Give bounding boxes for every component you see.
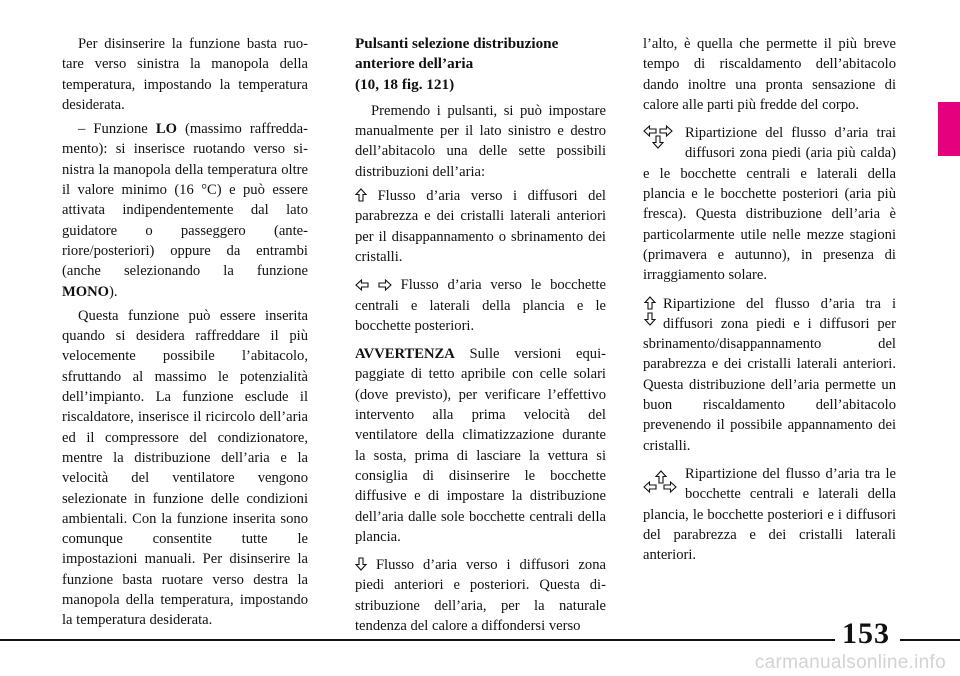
paragraph-vents-windscreen-split: Ripartizione del flusso d’aria tra le bocchette centrali e laterali della plancia, le bocchette posteriori e i diffusori del parabrezza e dei cristalli laterali anteriori.: [643, 465, 896, 564]
section-tab: [938, 102, 960, 156]
column-1: [62, 34, 308, 635]
column-3: [643, 34, 896, 573]
paragraph-feet-flow: Flusso d’aria verso i diffusori zona piedi anteriori e posteriori. Questa distribuzione dell’aria, per la naturale tendenza del calore a diffondersi verso: [355, 557, 606, 635]
arrow-left-icon: [355, 279, 369, 291]
arrow-up-icon: [355, 188, 367, 202]
page-number: 153: [842, 617, 890, 650]
paragraph-feet-windscreen-split: Ripartizione del flusso d’aria tra i diffusori zona piedi e i diffusori per sbrinamento/disappannamento del parabrezza e dei cristalli laterali anteriori. Questa distribuzione dell’aria permette un buon riscaldamento dell’abitacolo prevenendo il possibile appannamento dei cristalli.: [643, 295, 896, 454]
paragraph-windscreen-flow: Flusso d’aria verso i diffusori del parabrezza e dei cristalli laterali anteriori per il disappannamento o sbrinamento dei cristalli.: [355, 188, 606, 265]
column-2: [355, 34, 606, 644]
arrow-left-up-right-icon: [643, 470, 679, 500]
arrow-down-icon: [355, 557, 367, 571]
paragraph-feet-vents-split: Ripartizione del flusso d’aria trai diffusori zona piedi (aria più calda) e le bocchette centrali e laterali della plancia e le bocchette posteriori (aria più fresca). Questa distribuzione dell’aria è particolarmente utile nelle mezze stagioni (primavera e autunno), in presenza di irraggiamento solare.: [643, 125, 896, 284]
arrow-up-down-icon: [643, 296, 657, 332]
watermark: carmanualsonline.info: [754, 652, 946, 673]
paragraph: Premendo i pulsanti, si può impostare manualmente per il lato sinistro e destro dell’abitacolo una delle sette possibili distribuzioni dell’aria:: [355, 102, 606, 180]
paragraph: l’alto, è quella che permette il più breve tempo di riscaldamento dell’abitacolo dando inoltre una pronta sensazione di calore alle parti più fredde del corpo.: [643, 36, 896, 113]
arrow-left-right-down-icon: [643, 125, 679, 155]
warning-label: AVVERTENZA: [355, 346, 455, 363]
mono-label: MONO: [62, 283, 110, 300]
lo-label: LO: [155, 121, 177, 138]
paragraph-warning: AVVERTENZA Sulle versioni equipaggiate di tetto apribile con celle solari (dove previsto), per verificare l’effettivo intervento alla prima velocità del ventilatore della climatizzazione durante la sosta, prima di lasciare la vettura si consiglia di disinserire le bocchette diffusive e di impostare la distribuzione dell’aria dalle sole bocchette centrali della plancia.: [355, 346, 606, 545]
arrow-right-icon: [378, 279, 392, 291]
paragraph: Questa funzione può essere inserita quando si desidera raffreddare il più velocemente possibile l’abitacolo, sfruttando al massimo le potenzialità dell’impianto. La funzione esclude il riscaldatore, inserisce il ricircolo dell’aria ed il compressore del condizionatore, mentre la distribuzione dell’aria e la velocità del ventilatore vengono selezionate in funzione delle condizioni ambientali. Con la funzione inserita sono comunque consentite tutte le impostazioni manuali. Per disinserire la funzione basta ruotare verso destra la manopola della temperatura, impostando la temperatura desiderata.: [62, 307, 308, 629]
paragraph-vents-flow: Flusso d’aria verso le bocchette centrali e laterali della plancia e le bocchette posteriori.: [355, 277, 606, 334]
paragraph-lo-function: – Funzione LO (massimo raffreddamento): si inserisce ruotando verso sinistra la manopola della temperatura oltre il valore minimo (16 °C) e può essere attivata indipendentemente dal lato guidatore o passeggero (anteriore/posteriori) oppure da entrambi (anche selezionando la funzione MONO).: [62, 121, 308, 300]
section-heading: Pulsanti selezione distribuzione anteriore dell’aria (10, 18 fig. 121): [355, 35, 559, 93]
footer-rule: [0, 639, 835, 641]
footer-rule-right: [900, 639, 960, 641]
paragraph: Per disinserire la funzione basta ruotare verso sinistra la manopola della temperatura, impostando la temperatura desiderata.: [62, 36, 308, 113]
